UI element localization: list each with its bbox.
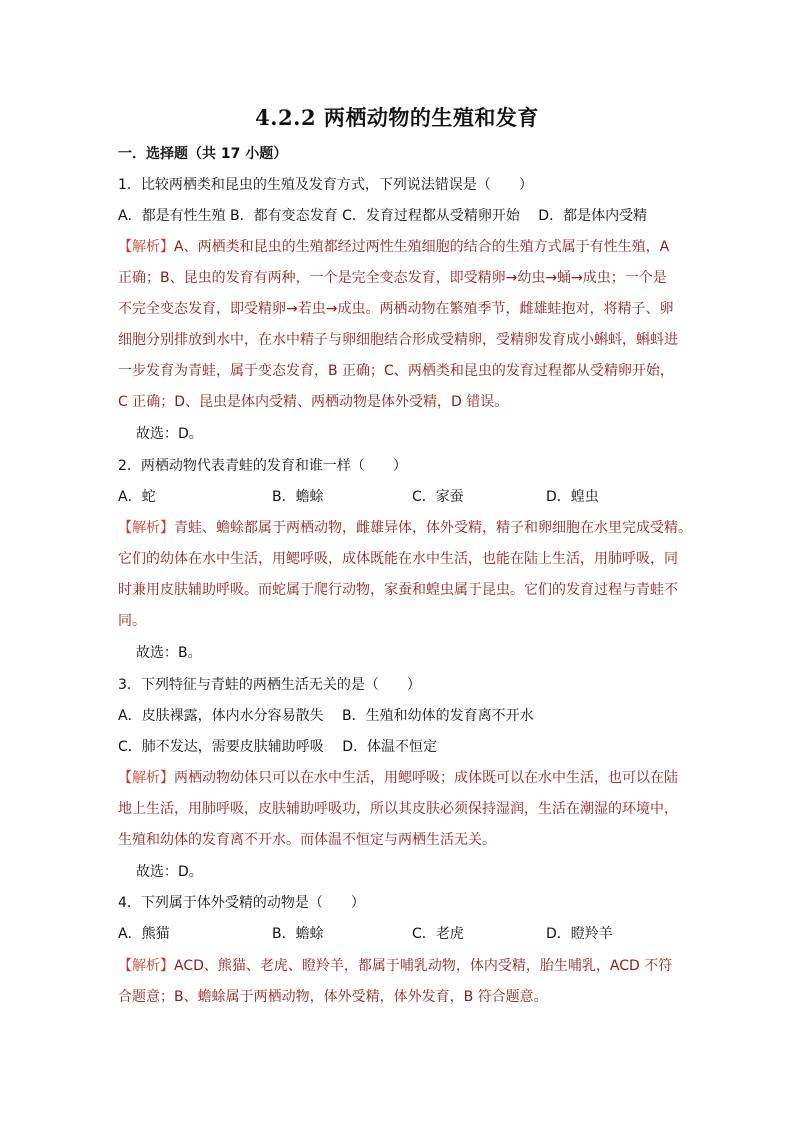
question-1-explanation-line: 【解析】A、两栖类和昆虫的生殖都经过两性生殖细胞的结合的生殖方式属于有性生殖，A	[118, 239, 670, 255]
question-4-stem: 4．下列属于体外受精的动物是（ ）	[118, 895, 365, 911]
question-4-explanation-line: 【解析】ACD、熊猫、老虎、瞪羚羊，都属于哺乳动物，体内受精，胎生哺乳，ACD 不符	[118, 958, 673, 974]
question-2-option-a: A．蛇	[118, 489, 156, 505]
question-2-option-d: D．蝗虫	[546, 489, 599, 505]
question-2-explanation-line: 时兼用皮肤辅助呼吸。而蛇属于爬行动物，家蚕和蝗虫属于昆虫。它们的发育过程与青蛙不	[118, 582, 678, 598]
explanation-tag: 【解析】	[118, 958, 174, 974]
question-2-stem: 2．两栖动物代表青蛙的发育和谁一样（ ）	[118, 458, 407, 474]
question-3-options-row-1: A．皮肤裸露，体内水分容易散失 B．生殖和幼体的发育离不开水	[118, 708, 534, 724]
question-1-explanation-line: 一步发育为青蛙，属于变态发育，B 正确；C、两栖类和昆虫的发育过程都从受精卵开始，	[118, 363, 674, 379]
question-1-explanation-line: 正确；B、昆虫的发育有两种，一个是完全变态发育，即受精卵→幼虫→蛹→成虫；一个是	[118, 270, 667, 286]
question-2-explanation-line: 它们的幼体在水中生活，用鳃呼吸，成体既能在水中生活，也能在陆上生活，用肺呼吸，同	[118, 551, 678, 567]
question-1-explanation-line: 不完全变态发育，即受精卵→若虫→成虫。两栖动物在繁殖季节，雌雄蛙抱对，将精子、卵	[118, 301, 674, 317]
section-heading: 一．选择题（共 17 小题）	[118, 146, 288, 162]
question-4-option-a: A．熊猫	[118, 926, 170, 942]
question-4-option-b: B．蟾蜍	[272, 926, 324, 942]
question-3-explanation-line: 地上生活，用肺呼吸，皮肤辅助呼吸功，所以其皮肤必须保持湿润，生活在潮湿的环境中，	[118, 801, 678, 817]
question-1-explanation-line: C 正确；D、昆虫是体内受精、两栖动物是体外受精，D 错误。	[118, 394, 509, 410]
question-2-option-b: B．蟾蜍	[272, 489, 324, 505]
question-1-options: A．都是有性生殖 B．都有变态发育 C．发育过程都从受精卵开始 D．都是体内受精	[118, 208, 648, 224]
explanation-tag: 【解析】	[118, 770, 174, 786]
question-4-option-d: D．瞪羚羊	[546, 926, 613, 942]
page-title: 4.2.2 两栖动物的生殖和发育	[255, 105, 539, 130]
question-3-answer: 故选：D。	[136, 864, 203, 880]
question-1-explanation-line: 细胞分别排放到水中，在水中精子与卵细胞结合形成受精卵，受精卵发育成小蝌蚪，蝌蚪进	[118, 332, 678, 348]
question-2-answer: 故选：B。	[136, 645, 202, 661]
question-4-option-c: C．老虎	[412, 926, 464, 942]
explanation-tag: 【解析】	[118, 520, 174, 536]
explanation-tag: 【解析】	[118, 239, 174, 255]
question-2-explanation-line: 【解析】青蛙、蟾蜍都属于两栖动物，雌雄异体，体外受精，精子和卵细胞在水里完成受精。	[118, 520, 692, 536]
question-3-stem: 3．下列特征与青蛙的两栖生活无关的是（ ）	[118, 677, 421, 693]
question-3-options-row-2: C．肺不发达，需要皮肤辅助呼吸 D．体温不恒定	[118, 739, 438, 755]
question-3-explanation-line: 生殖和幼体的发育离不开水。而体温不恒定与两栖生活无关。	[118, 832, 496, 848]
question-3-explanation-line: 【解析】两栖动物幼体只可以在水中生活，用鳃呼吸；成体既可以在水中生活，也可以在陆	[118, 770, 678, 786]
question-1-answer: 故选：D。	[136, 426, 203, 442]
question-4-explanation-line: 合题意；B、蟾蜍属于两栖动物，体外受精，体外发育，B 符合题意。	[118, 989, 548, 1005]
question-2-explanation-line: 同。	[118, 613, 146, 629]
question-2-option-c: C．家蚕	[412, 489, 464, 505]
question-1-stem: 1．比较两栖类和昆虫的生殖及发育方式，下列说法错误是（ ）	[118, 177, 533, 193]
